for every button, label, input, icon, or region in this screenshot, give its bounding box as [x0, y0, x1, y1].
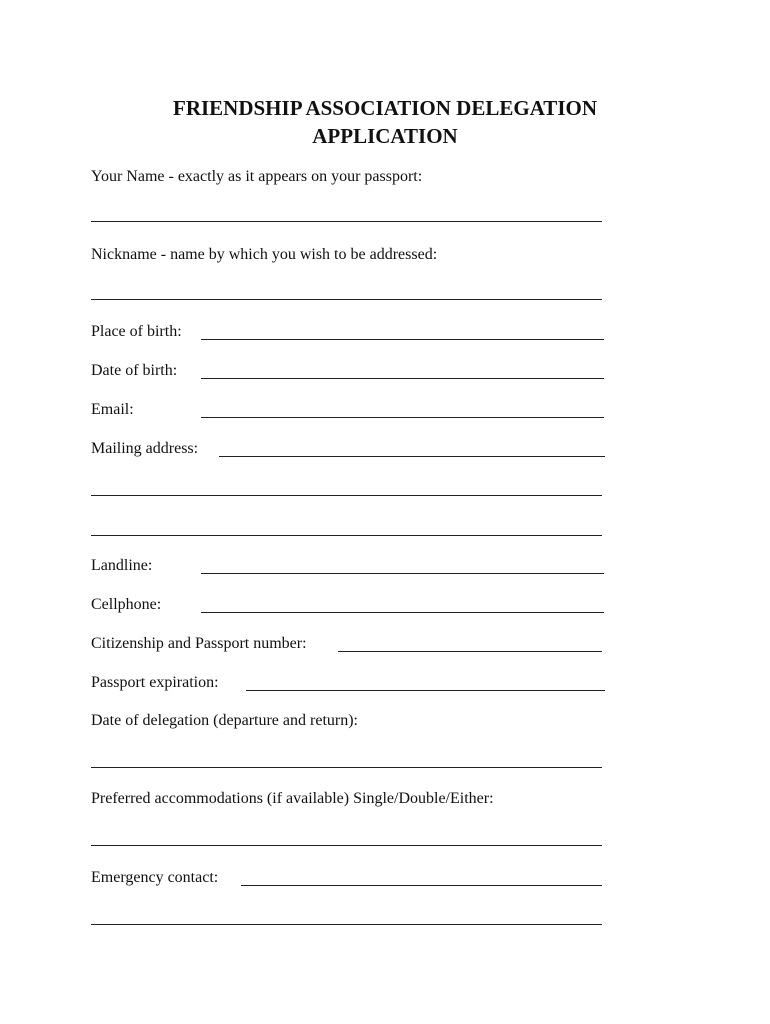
- cellphone-blank-line[interactable]: [201, 612, 604, 613]
- delegation-date-blank-line[interactable]: [91, 767, 602, 768]
- nickname-blank-line[interactable]: [91, 299, 602, 300]
- date-of-birth-label: Date of birth:: [91, 362, 178, 379]
- landline-label: Landline:: [91, 557, 153, 574]
- citizenship-passport-label: Citizenship and Passport number:: [91, 635, 307, 652]
- accommodations-label: Preferred accommodations (if available) Single/Double/Either:: [91, 790, 494, 807]
- email-label: Email:: [91, 401, 134, 418]
- emergency-contact-label: Emergency contact:: [91, 869, 219, 886]
- place-of-birth-label: Place of birth:: [91, 323, 182, 340]
- mailing-address-blank-line-1[interactable]: [219, 456, 605, 457]
- name-label: Your Name - exactly as it appears on your passport:: [91, 168, 423, 185]
- nickname-label: Nickname - name by which you wish to be addressed:: [91, 246, 438, 263]
- emergency-contact-blank-line-2[interactable]: [91, 924, 602, 925]
- passport-expiration-blank-line[interactable]: [246, 690, 605, 691]
- form-title-line2: APPLICATION: [312, 124, 458, 148]
- passport-expiration-label: Passport expiration:: [91, 674, 219, 691]
- delegation-date-label: Date of delegation (departure and return):: [91, 712, 358, 729]
- citizenship-passport-blank-line[interactable]: [338, 651, 602, 652]
- form-title-line1: FRIENDSHIP ASSOCIATION DELEGATION: [173, 96, 597, 120]
- mailing-address-blank-line-3[interactable]: [91, 535, 602, 536]
- date-of-birth-blank-line[interactable]: [201, 378, 604, 379]
- landline-blank-line[interactable]: [201, 573, 604, 574]
- email-blank-line[interactable]: [201, 417, 604, 418]
- name-blank-line[interactable]: [91, 221, 602, 222]
- cellphone-label: Cellphone:: [91, 596, 162, 613]
- mailing-address-label: Mailing address:: [91, 440, 199, 457]
- mailing-address-blank-line-2[interactable]: [91, 495, 602, 496]
- emergency-contact-blank-line-1[interactable]: [241, 885, 602, 886]
- accommodations-blank-line[interactable]: [91, 845, 602, 846]
- place-of-birth-blank-line[interactable]: [201, 339, 604, 340]
